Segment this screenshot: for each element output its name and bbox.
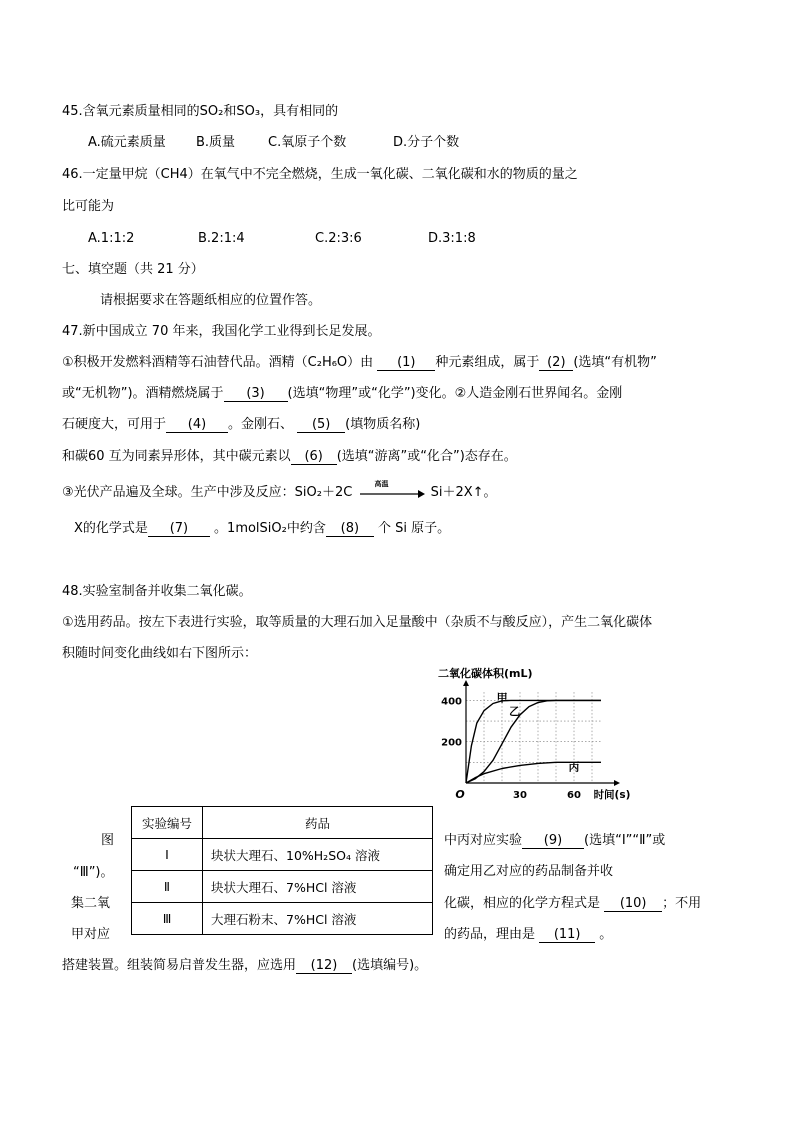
answer-blank-2[interactable]: (2) <box>539 355 573 371</box>
q48-text: (选填编号)。 <box>352 958 428 973</box>
q47-text: Si＋2X↑。 <box>430 485 497 500</box>
q48-text: ；不用 <box>662 896 702 911</box>
q46-stem-line2: 比可能为 <box>62 199 115 214</box>
q45-stem: 45.含氧元素质量相同的SO₂和SO₃，具有相同的 <box>62 104 339 119</box>
q47-text: 。1molSiO₂中约含 <box>214 521 326 536</box>
origin-label: O <box>455 788 465 801</box>
table-row <box>132 839 433 871</box>
q47-text: 种元素组成，属于 <box>435 355 540 370</box>
x-axis-arrow <box>614 780 620 786</box>
table-row <box>132 871 433 903</box>
y-tick-label: 400 <box>441 696 462 708</box>
answer-blank-5[interactable]: (5) <box>297 417 345 433</box>
q47-line6 <box>74 520 450 538</box>
q48-text: 。 <box>599 927 613 942</box>
table-cell: Ⅰ <box>132 839 203 871</box>
arrow-icon <box>356 484 426 502</box>
series-label: 乙 <box>509 704 521 718</box>
q48-text: 化碳，相应的化学方程式是 <box>444 896 601 911</box>
q46-stem-line1: 46.一定量甲烷（CH4）在氧气中不完全燃烧，生成一氧化碳、二氧化碳和水的物质的量之 <box>62 167 578 182</box>
q48-stem: 48.实验室制备并收集二氧化碳。 <box>62 584 252 599</box>
q47-text: 石硬度大，可用于 <box>62 417 167 432</box>
answer-blank-4[interactable]: (4) <box>166 417 228 433</box>
answer-blank-7[interactable]: (7) <box>148 521 210 537</box>
q46-option-b[interactable]: B.2:1:4 <box>198 231 245 246</box>
y-axis-arrow <box>463 680 469 686</box>
q48-text: 的药品，理由是 <box>444 927 536 942</box>
reaction-arrow <box>356 480 426 502</box>
q47-line1 <box>62 354 657 372</box>
q48-left-fragment: 甲对应 <box>71 927 111 942</box>
answer-blank-1[interactable]: (1) <box>377 355 435 371</box>
q48-left-fragment: 集二氧 <box>71 896 111 911</box>
x-axis-label: 时间(s) <box>593 789 630 801</box>
answer-blank-6[interactable]: (6) <box>291 449 337 465</box>
arrow-condition: 高温 <box>374 480 389 488</box>
q47-line2 <box>62 385 622 403</box>
table-cell: 块状大理石、10%H₂SO₄ 溶液 <box>203 839 433 871</box>
q47-text: (选填“物理”或“化学”)变化。②人造金刚石世界闻名。金刚 <box>287 386 623 401</box>
q47-line5 <box>62 480 497 502</box>
answer-blank-12[interactable]: (12) <box>296 958 352 974</box>
answer-blank-9[interactable]: (9) <box>522 833 584 849</box>
q47-text: (选填“游离”或“化合”)态存在。 <box>336 449 517 464</box>
q47-stem: 47.新中国成立 70 年来，我国化学工业得到长足发展。 <box>62 324 381 339</box>
answer-blank-8[interactable]: (8) <box>326 521 374 537</box>
q48-text: 中丙对应实验 <box>444 833 523 848</box>
q47-line3 <box>62 416 420 434</box>
series-label: 甲 <box>496 691 508 705</box>
table-cell: Ⅱ <box>132 871 203 903</box>
q48-line1: ①选用药品。按左下表进行实验，取等质量的大理石加入足量酸中（杂质不与酸反应），产生二氧化碳体 <box>62 615 653 630</box>
q48-right-line2: 确定用乙对应的药品制备并收 <box>444 864 614 879</box>
q46-option-a[interactable]: A.1:1:2 <box>88 231 135 246</box>
experiment-table <box>131 806 433 935</box>
section-title: 七、填空题（共 21 分） <box>62 262 204 277</box>
q48-text: 搭建装置。组装简易启普发生器，应选用 <box>62 958 297 973</box>
q48-left-fragment: “Ⅲ”)。 <box>73 865 114 880</box>
table-cell: 块状大理石、7%HCl 溶液 <box>203 871 433 903</box>
q48-text: (选填“Ⅰ”“Ⅱ”或 <box>584 833 666 848</box>
q45-option-c[interactable]: C.氧原子个数 <box>268 135 347 150</box>
chart-axes <box>463 680 620 786</box>
q48-line2: 积随时间变化曲线如右下图所示： <box>62 646 258 661</box>
q48-last-line <box>62 957 427 975</box>
y-tick-label: 200 <box>441 737 462 749</box>
table-row <box>132 903 433 935</box>
q45-option-d[interactable]: D.分子个数 <box>393 135 460 150</box>
q47-text: X的化学式是 <box>74 521 148 536</box>
table-header-row <box>132 807 433 839</box>
q47-text: 和碳60 互为同素异形体，其中碳元素以 <box>62 449 291 464</box>
answer-blank-11[interactable]: (11) <box>539 927 595 943</box>
q47-text: (填物质名称) <box>345 417 421 432</box>
q48-right-line4 <box>444 926 612 944</box>
series-label: 丙 <box>568 760 580 774</box>
table-header-cell: 药品 <box>203 807 433 839</box>
q46-option-d[interactable]: D.3:1:8 <box>428 231 476 246</box>
q47-text: ①积极开发燃料酒精等石油替代品。酒精（C₂H₆O）由 <box>62 355 374 370</box>
table-header-cell: 实验编号 <box>132 807 203 839</box>
q46-option-c[interactable]: C.2:3:6 <box>315 231 362 246</box>
q47-line4 <box>62 448 517 466</box>
x-tick-label: 60 <box>567 790 581 801</box>
chart-title: 二氧化碳体积(mL) <box>438 667 533 680</box>
co2-volume-chart <box>430 663 630 808</box>
q48-left-fragment: 图 <box>101 833 115 848</box>
q47-text: ③光伏产品遍及全球。生产中涉及反应：SiO₂＋2C <box>62 485 353 500</box>
answer-blank-10[interactable]: (10) <box>604 896 662 912</box>
table-cell: Ⅲ <box>132 903 203 935</box>
q47-text: 个 Si 原子。 <box>378 521 451 536</box>
q45-options <box>88 134 459 152</box>
q45-option-b[interactable]: B.质量 <box>196 135 236 150</box>
q47-text: (选填“有机物” <box>573 355 657 370</box>
table-cell: 大理石粉末、7%HCl 溶液 <box>203 903 433 935</box>
q47-text: 。金刚石、 <box>228 417 294 432</box>
answer-blank-3[interactable]: (3) <box>224 386 288 402</box>
q47-text: 或“无机物”)。酒精燃烧属于 <box>62 386 224 401</box>
q45-option-a[interactable]: A.硫元素质量 <box>88 135 166 150</box>
series-line-丙 <box>466 762 601 783</box>
q48-right-line1 <box>444 832 665 850</box>
q48-right-line3 <box>444 895 701 913</box>
x-tick-label: 30 <box>513 790 527 801</box>
section-instruction: 请根据要求在答题纸相应的位置作答。 <box>100 293 322 308</box>
q46-options <box>88 230 476 248</box>
